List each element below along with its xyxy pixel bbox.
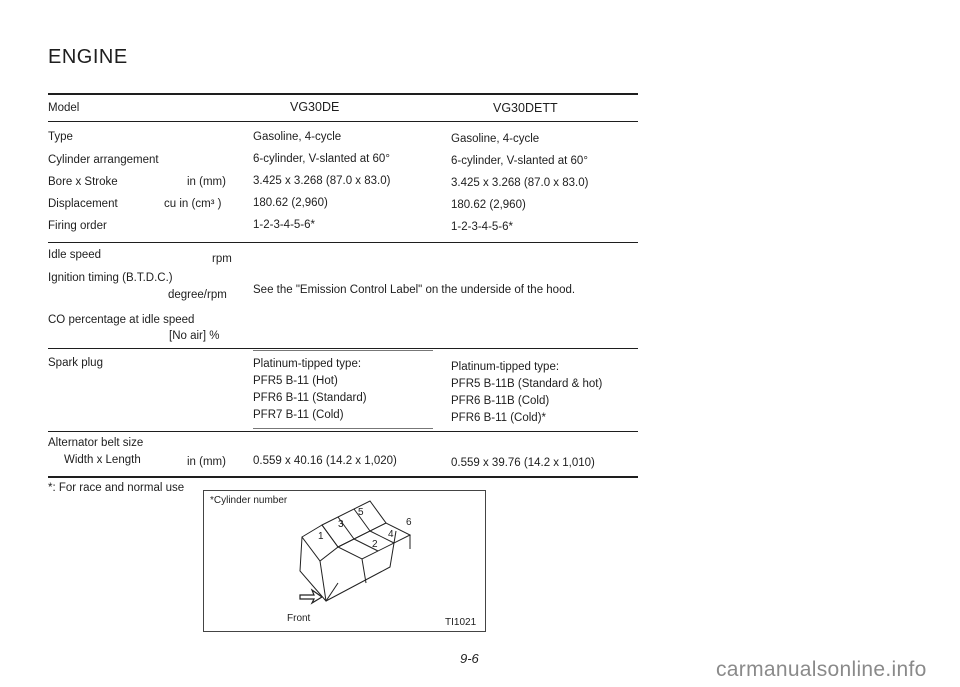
co-percentage-label: CO percentage at idle speed bbox=[48, 314, 195, 326]
bottom-rule bbox=[48, 476, 638, 478]
alternator-sublabel: Width x Length bbox=[64, 454, 141, 466]
cylinder-number-2: 2 bbox=[372, 539, 378, 550]
cylinder-number-5: 5 bbox=[358, 507, 364, 518]
section-title: ENGINE bbox=[48, 46, 128, 68]
cylinder-diagram bbox=[203, 490, 486, 632]
spec-value-vg30dett: 3.425 x 3.268 (87.0 x 83.0) bbox=[451, 177, 589, 189]
spec-value-vg30de: Gasoline, 4-cycle bbox=[253, 131, 342, 143]
spark-plug-line: PFR5 B-11 (Hot) bbox=[253, 375, 338, 387]
diagram-caption: *Cylinder number bbox=[210, 495, 288, 506]
cylinder-number-6: 6 bbox=[406, 517, 412, 528]
vg30de-sub-rule bbox=[253, 428, 433, 429]
spark-plug-line: Platinum-tipped type: bbox=[253, 358, 362, 370]
spec-value-vg30dett: 6-cylinder, V-slanted at 60° bbox=[451, 155, 588, 167]
spark-plug-label: Spark plug bbox=[48, 357, 103, 369]
spec-value-vg30de: 3.425 x 3.268 (87.0 x 83.0) bbox=[253, 175, 391, 187]
spec-value-vg30de: 6-cylinder, V-slanted at 60° bbox=[253, 153, 390, 165]
watermark: carmanualsonline.info bbox=[716, 658, 927, 681]
model-vg30de: VG30DE bbox=[290, 100, 340, 114]
spec-label: Bore x Stroke bbox=[48, 176, 118, 188]
spec-value-vg30de: 1-2-3-4-5-6* bbox=[253, 219, 315, 231]
page-number: 9-6 bbox=[460, 651, 479, 666]
spark-plug-line: Platinum-tipped type: bbox=[451, 361, 560, 373]
emission-note: See the "Emission Control Label" on the underside of the hood. bbox=[253, 284, 576, 296]
spark-plug-line: PFR6 B-11 (Standard) bbox=[253, 392, 367, 404]
spec-label: Cylinder arrangement bbox=[48, 154, 159, 166]
alternator-unit: in (mm) bbox=[187, 456, 226, 468]
idle-speed-unit: rpm bbox=[212, 253, 232, 265]
spark-plug-line: PFR5 B-11B (Standard & hot) bbox=[451, 378, 603, 390]
co-percentage-unit: [No air] % bbox=[169, 330, 220, 342]
cylinder-number-1: 1 bbox=[318, 531, 324, 542]
cylinder-number-4: 4 bbox=[388, 529, 394, 540]
alternator-label: Alternator belt size bbox=[48, 437, 144, 449]
footnote: *: For race and normal use bbox=[48, 482, 185, 494]
spark-plug-line: PFR6 B-11B (Cold) bbox=[451, 395, 550, 407]
row-rule bbox=[48, 348, 638, 349]
spark-plug-line: PFR6 B-11 (Cold)* bbox=[451, 412, 547, 424]
spec-label: Firing order bbox=[48, 220, 107, 232]
cylinder-number-3: 3 bbox=[338, 519, 344, 530]
model-vg30dett: VG30DETT bbox=[493, 101, 558, 115]
spec-value-vg30de: 180.62 (2,960) bbox=[253, 197, 328, 209]
spec-unit: in (mm) bbox=[187, 176, 226, 188]
row-rule bbox=[48, 242, 638, 243]
ignition-timing-label: Ignition timing (B.T.D.C.) bbox=[48, 272, 173, 284]
spec-label: Displacement bbox=[48, 198, 118, 210]
spec-value-vg30dett: 1-2-3-4-5-6* bbox=[451, 221, 513, 233]
spec-value-vg30dett: 180.62 (2,960) bbox=[451, 199, 526, 211]
idle-speed-label: Idle speed bbox=[48, 249, 102, 261]
model-label: Model bbox=[48, 102, 80, 114]
spark-plug-line: PFR7 B-11 (Cold) bbox=[253, 409, 344, 421]
row-rule bbox=[48, 431, 638, 432]
header-rule bbox=[48, 121, 638, 122]
spec-label: Type bbox=[48, 131, 73, 143]
spec-value-vg30dett: Gasoline, 4-cycle bbox=[451, 133, 540, 145]
top-rule bbox=[48, 93, 638, 95]
ignition-timing-unit: degree/rpm bbox=[168, 289, 227, 301]
engine-block-illustration bbox=[204, 491, 487, 633]
alternator-vg30dett: 0.559 x 39.76 (14.2 x 1,010) bbox=[451, 457, 595, 469]
front-label: Front bbox=[287, 613, 311, 624]
diagram-code: TI1021 bbox=[445, 617, 477, 628]
spec-unit: cu in (cm³ ) bbox=[164, 198, 222, 210]
alternator-vg30de: 0.559 x 40.16 (14.2 x 1,020) bbox=[253, 455, 397, 467]
vg30de-sub-rule bbox=[253, 350, 433, 351]
